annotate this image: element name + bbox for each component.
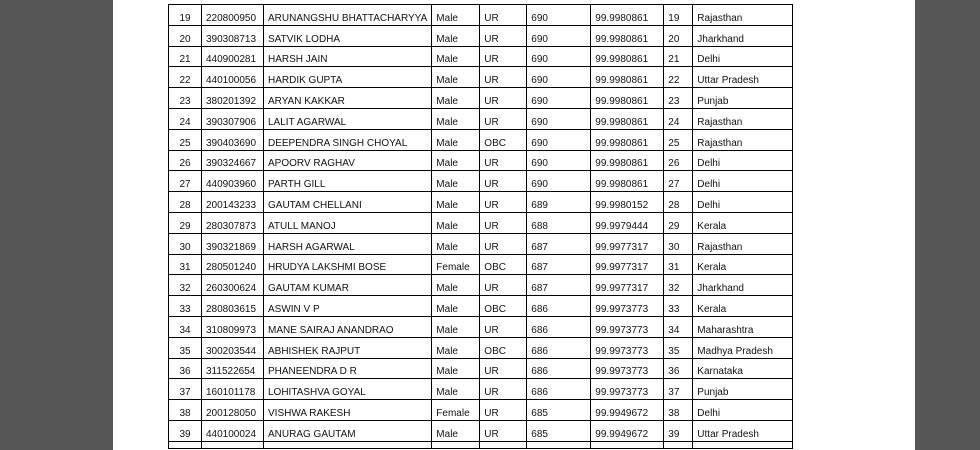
table-row	[169, 275, 793, 296]
percentile-cell: 99.9979444	[591, 212, 664, 233]
state-cell: Kerala	[693, 212, 793, 233]
percentile-cell: 99.9980861	[591, 108, 664, 129]
serial-number-cell: 26	[169, 150, 202, 171]
serial-number-cell: 31	[169, 254, 202, 275]
score-cell: 690	[527, 88, 591, 109]
gender-cell: Male	[432, 296, 480, 317]
category-cell: UR	[480, 171, 527, 192]
gender-cell: Male	[432, 275, 480, 296]
roll-number-cell: 280307873	[202, 212, 264, 233]
roll-number-cell: 280803615	[202, 296, 264, 317]
percentile-cell	[591, 441, 664, 448]
gender-cell: Male	[432, 212, 480, 233]
rank-cell: 20	[664, 25, 693, 46]
category-cell: UR	[480, 46, 527, 67]
score-cell: 690	[527, 171, 591, 192]
gender-cell: Male	[432, 25, 480, 46]
table-row	[169, 316, 793, 337]
serial-number-cell: 22	[169, 67, 202, 88]
percentile-cell: 99.9980861	[591, 129, 664, 150]
category-cell: OBC	[480, 337, 527, 358]
roll-number-cell: 260300624	[202, 275, 264, 296]
rank-cell: 22	[664, 67, 693, 88]
rank-cell: 24	[664, 108, 693, 129]
gender-cell: Male	[432, 379, 480, 400]
table-row	[169, 379, 793, 400]
state-cell: Rajasthan	[693, 108, 793, 129]
gender-cell: Male	[432, 420, 480, 441]
rank-cell: 23	[664, 88, 693, 109]
category-cell: UR	[480, 358, 527, 379]
score-cell: 688	[527, 212, 591, 233]
percentile-cell: 99.9949672	[591, 400, 664, 421]
rank-cell: 31	[664, 254, 693, 275]
gender-cell: Male	[432, 108, 480, 129]
gender-cell: Male	[432, 67, 480, 88]
serial-number-cell: 20	[169, 25, 202, 46]
rank-cell: 19	[664, 5, 693, 26]
state-cell: Kerala	[693, 254, 793, 275]
table-row	[169, 88, 793, 109]
state-cell: Punjab	[693, 379, 793, 400]
roll-number-cell: 220800950	[202, 5, 264, 26]
candidate-name-cell: DEEPENDRA SINGH CHOYAL	[264, 129, 432, 150]
candidate-name-cell	[264, 441, 432, 448]
score-cell: 686	[527, 358, 591, 379]
candidate-name-cell: GAUTAM CHELLANI	[264, 192, 432, 213]
rank-cell: 36	[664, 358, 693, 379]
serial-number-cell: 32	[169, 275, 202, 296]
state-cell: Jharkhand	[693, 275, 793, 296]
score-cell: 687	[527, 254, 591, 275]
rank-cell: 29	[664, 212, 693, 233]
category-cell: UR	[480, 379, 527, 400]
state-cell: Karnataka	[693, 358, 793, 379]
percentile-cell: 99.9977317	[591, 233, 664, 254]
candidate-name-cell: HARDIK GUPTA	[264, 67, 432, 88]
rank-cell: 21	[664, 46, 693, 67]
gender-cell: Male	[432, 150, 480, 171]
category-cell: UR	[480, 316, 527, 337]
percentile-cell: 99.9973773	[591, 316, 664, 337]
gender-cell: Male	[432, 171, 480, 192]
roll-number-cell	[202, 441, 264, 448]
gender-cell: Male	[432, 5, 480, 26]
category-cell: UR	[480, 67, 527, 88]
candidate-name-cell: PHANEENDRA D R	[264, 358, 432, 379]
roll-number-cell: 390307906	[202, 108, 264, 129]
rank-cell: 32	[664, 275, 693, 296]
score-cell: 690	[527, 67, 591, 88]
percentile-cell: 99.9980861	[591, 150, 664, 171]
roll-number-cell: 390403690	[202, 129, 264, 150]
rank-cell: 37	[664, 379, 693, 400]
roll-number-cell: 390308713	[202, 25, 264, 46]
category-cell: OBC	[480, 129, 527, 150]
rank-cell: 28	[664, 192, 693, 213]
gender-cell: Male	[432, 337, 480, 358]
category-cell: UR	[480, 212, 527, 233]
state-cell: Uttar Pradesh	[693, 420, 793, 441]
table-row	[169, 67, 793, 88]
candidate-name-cell: LALIT AGARWAL	[264, 108, 432, 129]
score-cell: 686	[527, 316, 591, 337]
roll-number-cell: 200128050	[202, 400, 264, 421]
state-cell: Rajasthan	[693, 233, 793, 254]
category-cell: UR	[480, 150, 527, 171]
gender-cell: Male	[432, 129, 480, 150]
percentile-cell: 99.9977317	[591, 275, 664, 296]
candidate-name-cell: PARTH GILL	[264, 171, 432, 192]
table-row	[169, 25, 793, 46]
candidate-name-cell: SATVIK LODHA	[264, 25, 432, 46]
serial-number-cell: 29	[169, 212, 202, 233]
score-cell: 690	[527, 46, 591, 67]
serial-number-cell	[169, 441, 202, 448]
serial-number-cell: 28	[169, 192, 202, 213]
category-cell: UR	[480, 192, 527, 213]
roll-number-cell: 390324667	[202, 150, 264, 171]
state-cell: Punjab	[693, 88, 793, 109]
score-cell: 690	[527, 129, 591, 150]
score-cell	[527, 441, 591, 448]
rank-cell: 33	[664, 296, 693, 317]
percentile-cell: 99.9973773	[591, 337, 664, 358]
table-row	[169, 192, 793, 213]
category-cell: OBC	[480, 296, 527, 317]
score-cell: 687	[527, 275, 591, 296]
roll-number-cell: 440100024	[202, 420, 264, 441]
rank-cell: 34	[664, 316, 693, 337]
table-row	[169, 108, 793, 129]
candidate-name-cell: APOORV RAGHAV	[264, 150, 432, 171]
table-row	[169, 337, 793, 358]
table-row	[169, 296, 793, 317]
roll-number-cell: 390321869	[202, 233, 264, 254]
score-cell: 686	[527, 296, 591, 317]
percentile-cell: 99.9973773	[591, 379, 664, 400]
candidate-name-cell: VISHWA RAKESH	[264, 400, 432, 421]
candidate-name-cell: ANURAG GAUTAM	[264, 420, 432, 441]
roll-number-cell: 310809973	[202, 316, 264, 337]
score-cell: 689	[527, 192, 591, 213]
rank-cell: 35	[664, 337, 693, 358]
state-cell: Delhi	[693, 400, 793, 421]
score-cell: 690	[527, 108, 591, 129]
percentile-cell: 99.9977317	[591, 254, 664, 275]
rank-cell: 26	[664, 150, 693, 171]
roll-number-cell: 160101178	[202, 379, 264, 400]
roll-number-cell: 200143233	[202, 192, 264, 213]
percentile-cell: 99.9973773	[591, 296, 664, 317]
rank-cell	[664, 441, 693, 448]
percentile-cell: 99.9980152	[591, 192, 664, 213]
serial-number-cell: 19	[169, 5, 202, 26]
score-cell: 690	[527, 5, 591, 26]
state-cell: Uttar Pradesh	[693, 67, 793, 88]
percentile-cell: 99.9973773	[591, 358, 664, 379]
serial-number-cell: 39	[169, 420, 202, 441]
candidate-name-cell: ASWIN V P	[264, 296, 432, 317]
serial-number-cell: 33	[169, 296, 202, 317]
table-row	[169, 358, 793, 379]
category-cell: UR	[480, 400, 527, 421]
score-cell: 685	[527, 400, 591, 421]
category-cell: UR	[480, 25, 527, 46]
state-cell: Rajasthan	[693, 5, 793, 26]
candidate-name-cell: ARUNANGSHU BHATTACHARYYA	[264, 5, 432, 26]
state-cell: Maharashtra	[693, 316, 793, 337]
score-cell: 687	[527, 233, 591, 254]
rank-cell: 39	[664, 420, 693, 441]
percentile-cell: 99.9980861	[591, 171, 664, 192]
roll-number-cell: 440100056	[202, 67, 264, 88]
candidate-name-cell: ABHISHEK RAJPUT	[264, 337, 432, 358]
candidate-name-cell: HARSH JAIN	[264, 46, 432, 67]
serial-number-cell: 30	[169, 233, 202, 254]
category-cell: UR	[480, 275, 527, 296]
serial-number-cell: 24	[169, 108, 202, 129]
percentile-cell: 99.9949672	[591, 420, 664, 441]
state-cell: Delhi	[693, 46, 793, 67]
gender-cell: Female	[432, 400, 480, 421]
candidate-name-cell: HARSH AGARWAL	[264, 233, 432, 254]
state-cell: Jharkhand	[693, 25, 793, 46]
roll-number-cell: 440903960	[202, 171, 264, 192]
gender-cell	[432, 441, 480, 448]
state-cell: Delhi	[693, 192, 793, 213]
rank-cell: 27	[664, 171, 693, 192]
category-cell: OBC	[480, 254, 527, 275]
percentile-cell: 99.9980861	[591, 88, 664, 109]
table-row	[169, 46, 793, 67]
gender-cell: Male	[432, 46, 480, 67]
roll-number-cell: 380201392	[202, 88, 264, 109]
category-cell: UR	[480, 88, 527, 109]
serial-number-cell: 34	[169, 316, 202, 337]
serial-number-cell: 38	[169, 400, 202, 421]
table-row	[169, 233, 793, 254]
score-cell: 686	[527, 379, 591, 400]
table-row	[169, 150, 793, 171]
roll-number-cell: 440900281	[202, 46, 264, 67]
gender-cell: Male	[432, 192, 480, 213]
category-cell: UR	[480, 420, 527, 441]
score-cell: 690	[527, 150, 591, 171]
candidate-name-cell: MANE SAIRAJ ANANDRAO	[264, 316, 432, 337]
serial-number-cell: 36	[169, 358, 202, 379]
table-row-partial	[169, 441, 793, 448]
gender-cell: Male	[432, 358, 480, 379]
serial-number-cell: 35	[169, 337, 202, 358]
serial-number-cell: 21	[169, 46, 202, 67]
rank-cell: 38	[664, 400, 693, 421]
candidate-name-cell: LOHITASHVA GOYAL	[264, 379, 432, 400]
state-cell: Madhya Pradesh	[693, 337, 793, 358]
percentile-cell: 99.9980861	[591, 5, 664, 26]
table-row	[169, 254, 793, 275]
serial-number-cell: 37	[169, 379, 202, 400]
serial-number-cell: 25	[169, 129, 202, 150]
candidate-name-cell: HRUDYA LAKSHMI BOSE	[264, 254, 432, 275]
state-cell: Delhi	[693, 171, 793, 192]
state-cell: Delhi	[693, 150, 793, 171]
candidate-name-cell: GAUTAM KUMAR	[264, 275, 432, 296]
score-cell: 686	[527, 337, 591, 358]
rank-cell: 30	[664, 233, 693, 254]
score-cell: 690	[527, 25, 591, 46]
table-row	[169, 5, 793, 26]
roll-number-cell: 311522654	[202, 358, 264, 379]
gender-cell: Female	[432, 254, 480, 275]
state-cell: Rajasthan	[693, 129, 793, 150]
table-row	[169, 400, 793, 421]
category-cell: UR	[480, 5, 527, 26]
serial-number-cell: 23	[169, 88, 202, 109]
category-cell	[480, 441, 527, 448]
table-row	[169, 212, 793, 233]
percentile-cell: 99.9980861	[591, 25, 664, 46]
score-cell: 685	[527, 420, 591, 441]
state-cell	[693, 441, 793, 448]
gender-cell: Male	[432, 233, 480, 254]
roll-number-cell: 300203544	[202, 337, 264, 358]
category-cell: UR	[480, 233, 527, 254]
table-row	[169, 171, 793, 192]
rank-cell: 25	[664, 129, 693, 150]
state-cell: Kerala	[693, 296, 793, 317]
gender-cell: Male	[432, 88, 480, 109]
candidate-name-cell: ARYAN KAKKAR	[264, 88, 432, 109]
roll-number-cell: 280501240	[202, 254, 264, 275]
candidate-name-cell: ATULL MANOJ	[264, 212, 432, 233]
category-cell: UR	[480, 108, 527, 129]
table-row	[169, 129, 793, 150]
serial-number-cell: 27	[169, 171, 202, 192]
table-row	[169, 420, 793, 441]
gender-cell: Male	[432, 316, 480, 337]
percentile-cell: 99.9980861	[591, 46, 664, 67]
document-page	[113, 0, 915, 450]
percentile-cell: 99.9980861	[591, 67, 664, 88]
results-table	[168, 4, 793, 449]
